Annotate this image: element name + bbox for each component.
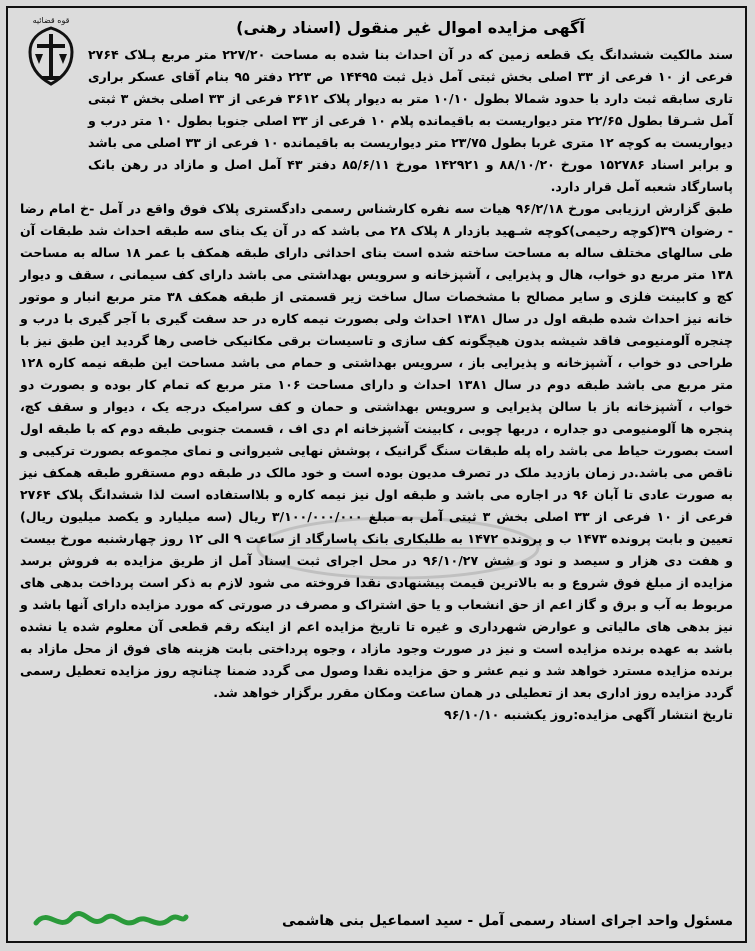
signature-line: مسئول واحد اجرای اسناد رسمی آمل - سید اسماعیل بنی هاشمی [281, 913, 733, 929]
publish-date: تاریخ انتشار آگهی مزایده:روز یکشنبه ۹۶/۱۰/۱۰ [444, 707, 733, 722]
handwritten-mark-icon [30, 899, 190, 939]
notice-title: آگهی مزایده اموال غیر منقول (اسناد رهنی) [236, 18, 585, 37]
property-description-paragraph: سند مالکیت ششدانگ یک قطعه زمین که در آن احداث بنا شده به مساحت ۲۲۷/۲۰ متر مربع پـلاک ۲۷۶۴ فرعی از ۱۰ فرعی از ۳۳ اصلی بخش ثبتی آمل ذیل ثبت ۱۴۴۹۵ ص ۲۲۳ دفتر ۹۵ بنام آقای عسکر براری تاری سابقه ثبت دارد با حدود شمالا بطول ۱۰/۱۰ متر به دیوار پلاک ۳۶۱۲ فرعی از ۳۳ اصلی بخش ۳ ثبتی آمل شـرقا بطول ۲۲/۶۵ متر دیواریست به باقیمانده پلام ۱۰ فرعی از ۳۳ اصلی جنوبا بطول ۱۰ متر درب و دیواریست به کوچه ۱۲ متری غربا بطول ۲۳/۷۵ متر دیواریست به باقیمانده ۱۰ فرعی از ۳۳ اصلی می باشد و برابر اسناد ۱۵۲۷۸۶ مورخ ۸۸/۱۰/۲۰ و ۱۴۲۹۲۱ مورخ ۸۵/۶/۱۱ دفتر ۴۳ آمل اصل و مازاد در رهن بانک پاسارگاد شعبه آمل قرار دارد. [88, 47, 734, 194]
notice-frame [6, 6, 747, 943]
emblem-caption: قوه قضائیه [32, 16, 70, 25]
notice-body [20, 44, 733, 901]
appraisal-paragraph: طبق گزارش ارزیابی مورخ ۹۶/۲/۱۸ هیات سه نفره کارشناس رسمی دادگستری پلاک فوق واقع در آمل -خ امام رضا - رضوان ۳۹(کوچه رحیمی)کوچه شـهید بازدار ۸ پلاک ۲۸ می باشد که در آن یک بنای سه طبقه احداث شد طبقات آن طی سالهای مختلف ساله به مساحت ساخته شده است بنای احداثی دارای طبقه همکف با عمر ۱۸ ساله به مساحت ۱۳۸ متر مربع دو خواب، هال و پذیرایی ، آشپزخانه و سرویس بهداشتی می باشد دارای کف سیمانی ، سقف و دیوار کچ و کابینت فلزی و سایر مصالح با مشخصات سال ساخت زیر قسمتی از طبقه همکف ۳۸ متر مربع انبار و موتور خانه نیز احداث شده طبقه اول در سال ۱۳۸۱ احداث ولی بصورت نیمه کاره در حد سفت گیری با آجر گیری با درب و چنجره آلومنیومی فاقد شیشه بدون هیچگونه کف سازی و تاسیسات برقی مکانیکی خاصی رها گردید این طبق نیز با طراحی دو خواب ، آشپزخانه و پذیرایی باز ، سرویس بهداشتی و حمام می باشد مساحت این طبقه نیمه کاره ۱۲۸ متر مربع می باشد طبقه دوم در سال ۱۳۸۱ احداث و دارای مساحت ۱۰۶ متر مربع که تمام کار بوده و بصورت دو خواب ، آشپزخانه باز با سالن پذیرایی و سرویس بهداشتی و حمان و کف سرامیک درجه یک ، دیوار و سقف کچ، پنجره ها آلومنیومی دو جداره ، دربها چوبی ، کابینت آشپزخانه ام دی اف ، قسمت جنوبی طبقه دوم که با طبقه اول است بصورت حیاط می باشد راه پله طبقات سنگ گرانیک ، پوشش نهایی شیروانی و نمای مجموعه بصورت ترکیبی و ناقص می باشد.در زمان بازدید ملک در تصرف مدیون بوده است و خود مالک در طبقه دوم مستقرو طبقه همکف نیز به صورت عادی تا آبان ۹۶ در اجاره می باشد و طبقه اول نیز نیمه کاره و بلااستفاده است لذا ششدانگ پلاک ۲۷۶۴ فرعی از ۱۰ فرعی از ۳۳ اصلی بخش ۳ ثبتی آمل به مبلغ ۳/۱۰۰/۰۰۰/۰۰۰ ریال (سه میلیارد و یکصد میلیون ریال) تعیین و بابت پرونده ۱۴۷۳ ب و پرونده ۱۴۷۲ به طلبکاری بانک پاسارگاد از ساعت ۹ الی ۱۲ روز چهارشنبه مورخ بیست و هفت دی هزار و سیصد و نود و شش ۹۶/۱۰/۲۷ در محل اجرای ثبت اسناد آمل از طریق مزایده به فروش برسد مزایده از مبلغ فوق شروع و به بالاترین قیمت پیشنهادی نقدا فروخته می شود لازم به ذکر است پرداخت بدهی های مربوط به آب و برق و گاز اعم از حق انشعاب و یا حق اشتراک و مصرف در صورتی که مورد مزایده دارای آنها باشد و نیز بدهی های مالیاتی و عوارض شهرداری و غیره تا تاریخ مزایده اعم از اینکه رقم قطعی آن معلوم شده یا نشده باشد به عهده برنده مزایده است و نیز در صورت وجود مازاد ، وجوه پرداختی بابت هزینه های فوق از محل مازاد به برنده مزایده مسترد خواهد شد و نیم عشر و حق مزایده نقدا وصول می گردد ضمنا چنانچه روز مزایده تعطیل رسمی گردد مزایده روز اداری بعد از تعطیلی در همان ساعت ومکان مقرر برگزار خواهد شد. [20, 201, 734, 700]
